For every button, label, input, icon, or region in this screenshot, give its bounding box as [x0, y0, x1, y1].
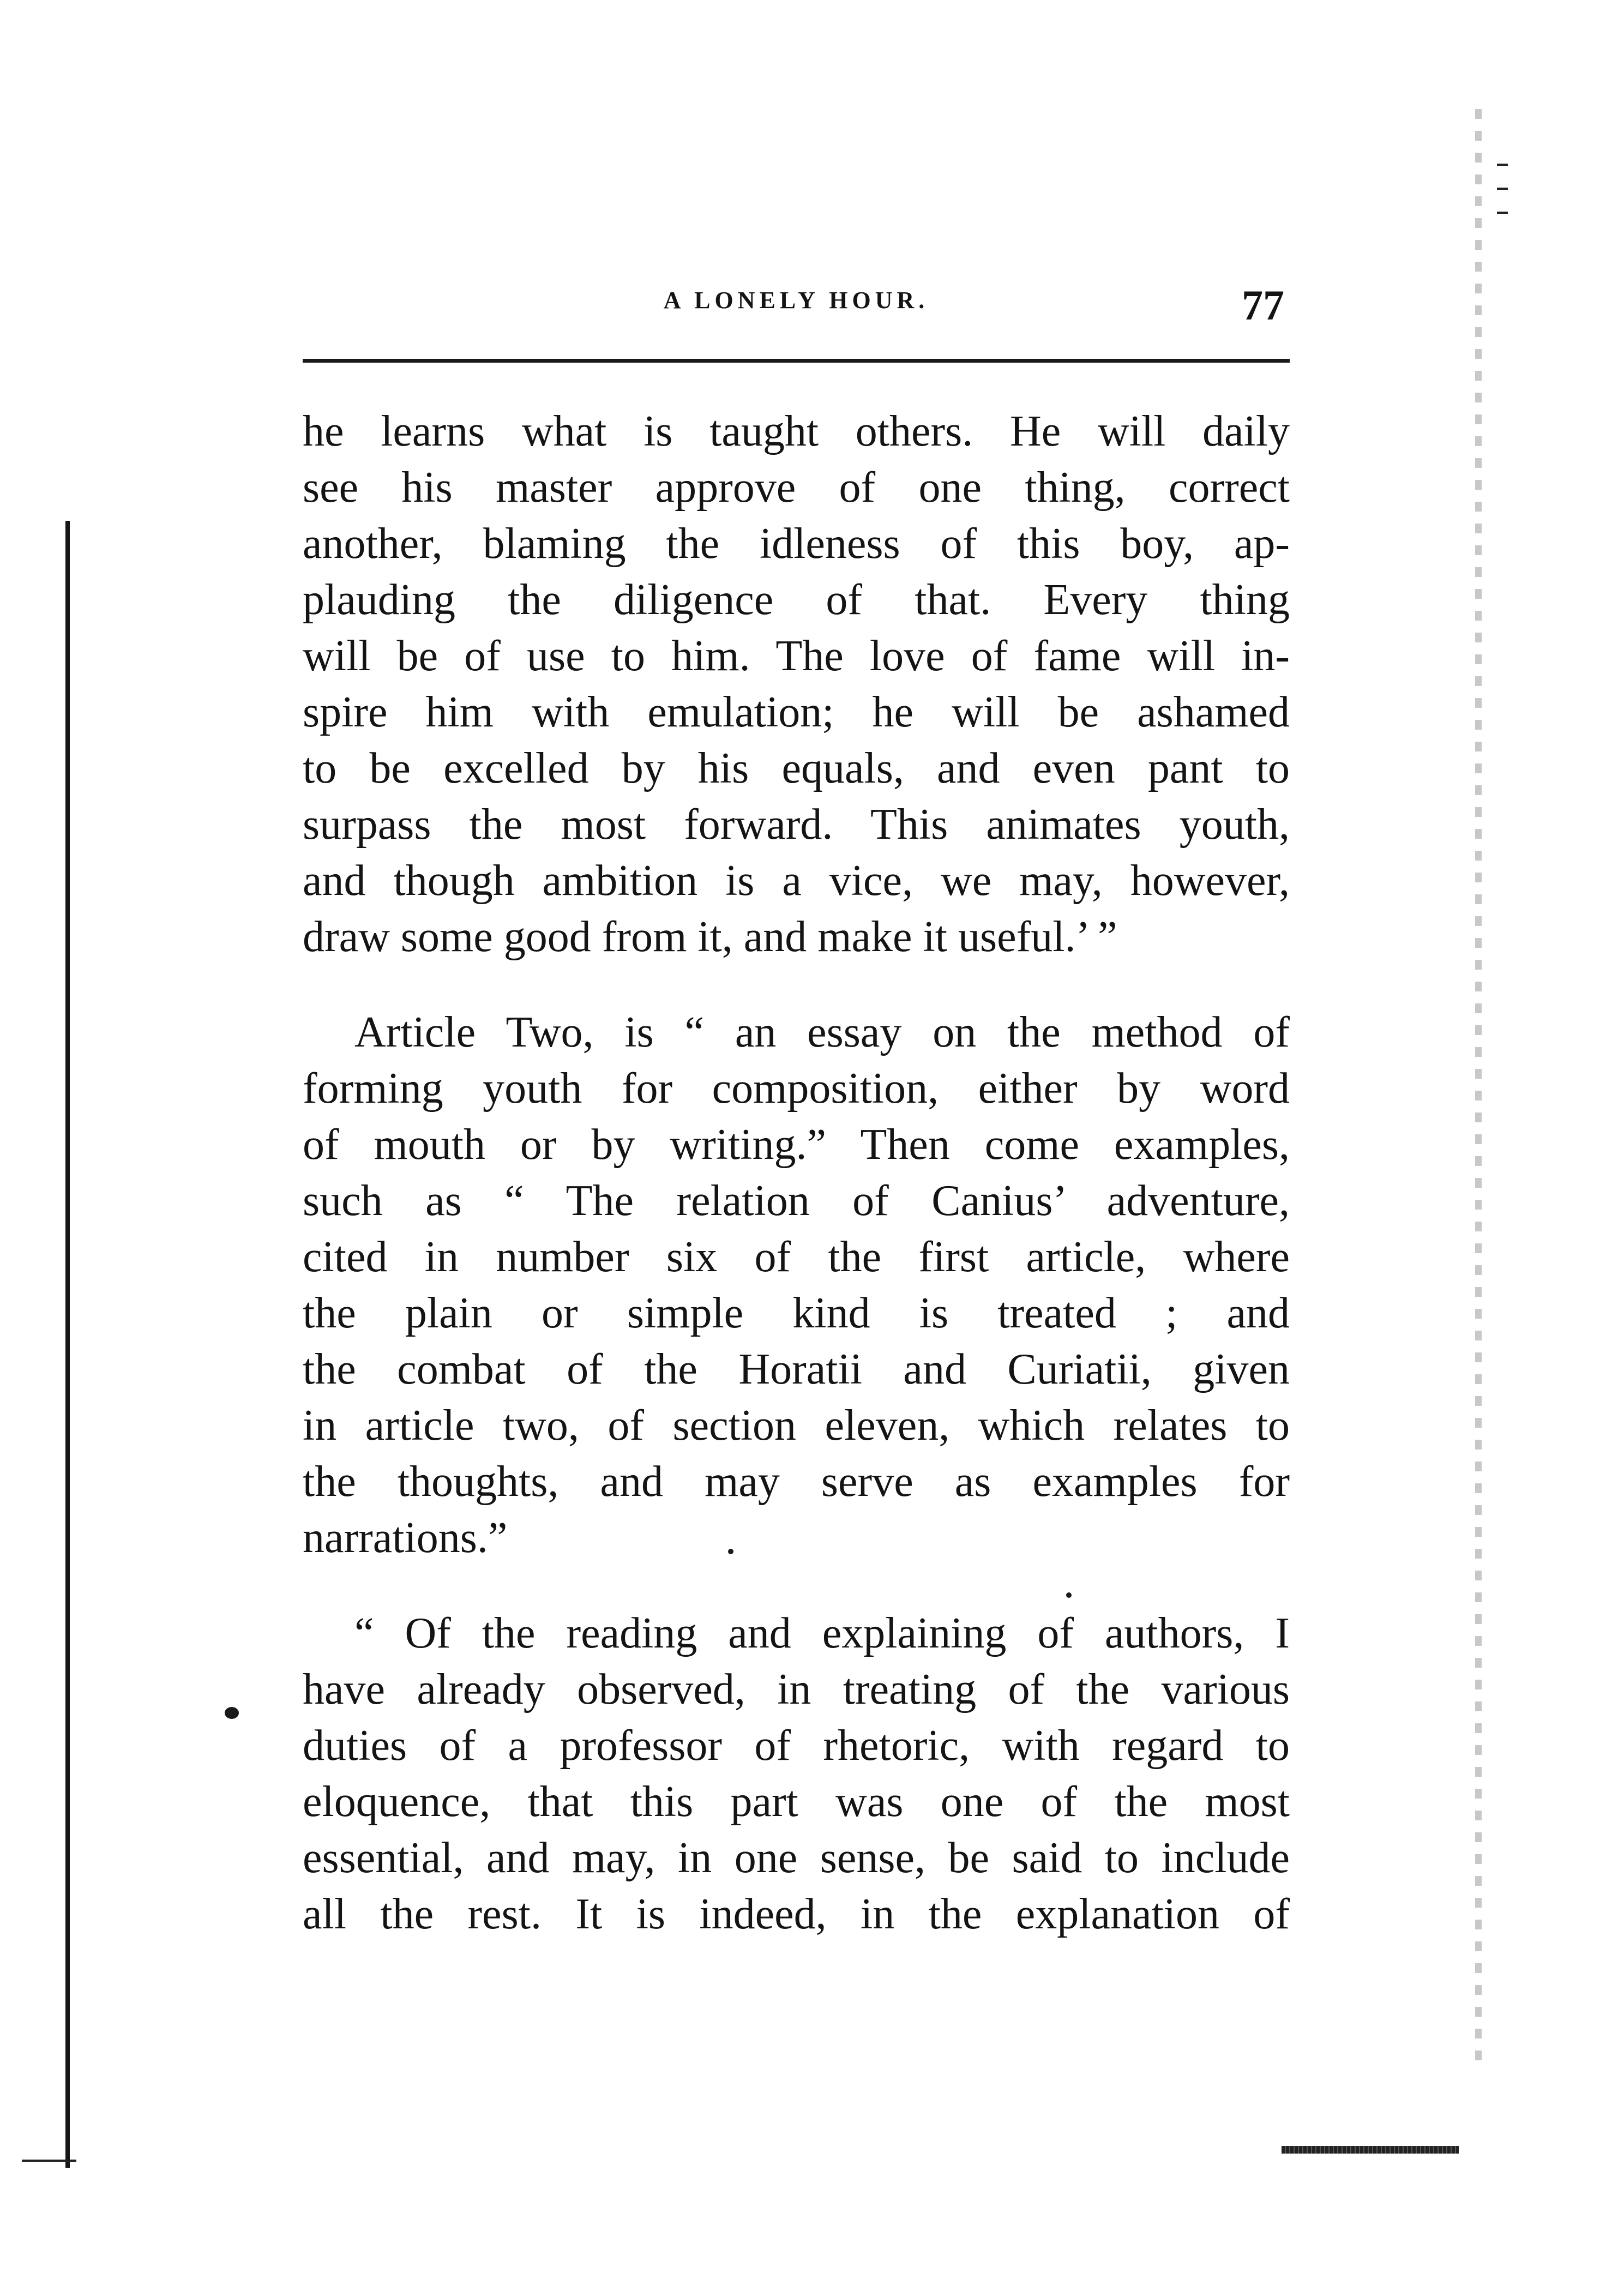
paragraph-gap — [303, 1566, 1290, 1605]
text-line: “ Of the reading and explaining of authors, I — [354, 1609, 1290, 1657]
paragraph — [303, 1605, 1290, 1943]
text-line: and though ambition is a vice, we may, however, — [303, 857, 1290, 905]
text-line: eloquence, that this part was one of the most — [303, 1778, 1290, 1826]
binding-edge-line — [65, 521, 70, 2168]
header-rule — [303, 359, 1290, 363]
running-title: A LONELY HOUR. — [663, 287, 929, 314]
text-line: narrations.” — [303, 1514, 508, 1562]
ink-blot — [225, 1707, 239, 1719]
text-line: in article two, of section eleven, which relates to — [303, 1402, 1290, 1450]
text-line: the combat of the Horatii and Curiatii, given — [303, 1345, 1290, 1393]
text-line: Article Two, is “ an essay on the method of — [354, 1008, 1290, 1056]
text-line: cited in number six of the first article, where — [303, 1233, 1290, 1281]
page-foot-rule — [1282, 2146, 1459, 2154]
body-text — [303, 404, 1290, 1943]
text-line: the thoughts, and may serve as examples for — [303, 1458, 1290, 1506]
text-line: plauding the diligence of that. Every thing — [303, 576, 1290, 624]
text-line: duties of a professor of rhetoric, with regard to — [303, 1722, 1290, 1770]
page-number: 77 — [1242, 281, 1284, 329]
text-line: see his master approve of one thing, correct — [303, 464, 1290, 512]
text-line: will be of use to him. The love of fame will in- — [303, 632, 1290, 680]
text-line: forming youth for composition, either by word — [303, 1065, 1290, 1113]
text-line: surpass the most forward. This animates youth, — [303, 801, 1290, 849]
text-line: to be excelled by his equals, and even pant to — [303, 744, 1290, 792]
text-line: all the rest. It is indeed, in the explanation of — [303, 1890, 1290, 1938]
text-line: such as “ The relation of Canius’ adventure, — [303, 1177, 1290, 1225]
text-line: he learns what is taught others. He will daily — [303, 407, 1290, 455]
running-head — [303, 281, 1284, 330]
paragraph — [303, 1005, 1290, 1566]
text-line: have already observed, in treating of the various — [303, 1665, 1290, 1713]
paragraph — [303, 404, 1290, 965]
paragraph-gap — [303, 965, 1290, 1005]
text-line: another, blaming the idleness of this boy, ap- — [303, 520, 1290, 568]
text-line: spire him with emulation; he will be ashamed — [303, 688, 1290, 736]
binding-edge-foot — [22, 2160, 76, 2162]
text-line: draw some good from it, and make it useful.’ ” — [303, 913, 1117, 961]
text-line: of mouth or by writing.” Then come examples, — [303, 1121, 1290, 1169]
text-line: essential, and may, in one sense, be said to include — [303, 1834, 1290, 1882]
page-edge-right — [1475, 109, 1482, 2072]
page-edge-ticks — [1497, 164, 1524, 245]
text-line: the plain or simple kind is treated ; and — [303, 1289, 1290, 1337]
